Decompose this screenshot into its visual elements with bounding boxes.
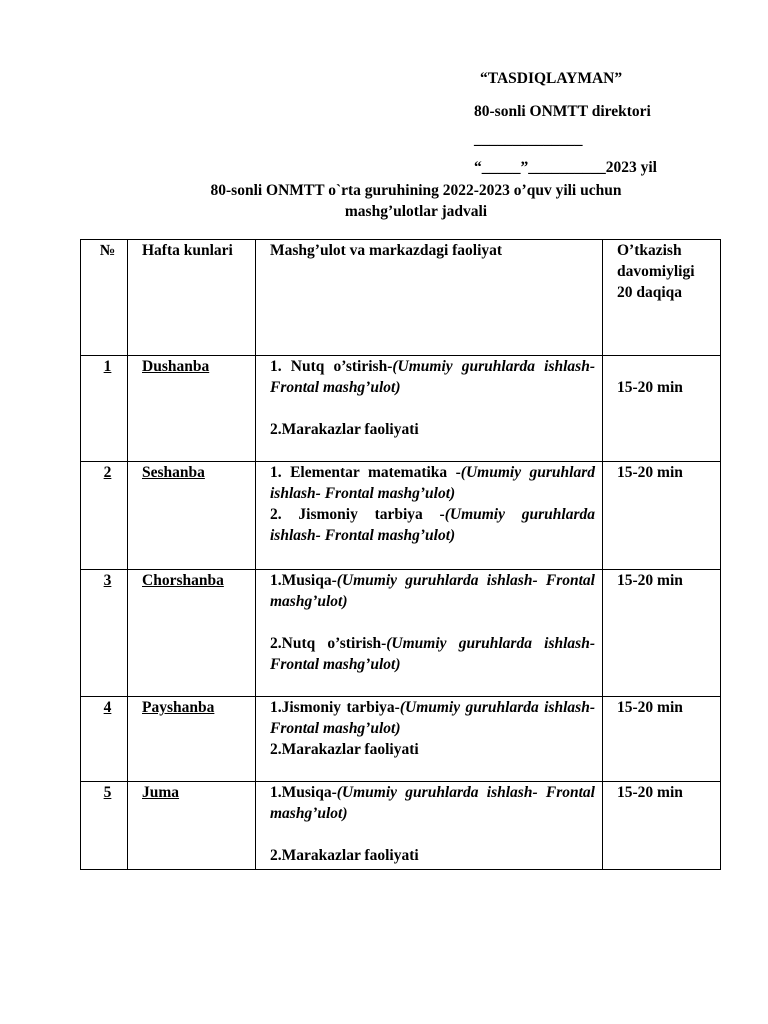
row-activity (256, 356, 603, 462)
header-num: № (81, 240, 128, 356)
row-duration: 15-20 min (617, 699, 683, 716)
row-duration: 15-20 min (617, 379, 683, 396)
row-activity (256, 782, 603, 870)
row-day: Dushanba (142, 358, 210, 375)
row-day: Payshanba (142, 699, 215, 716)
activity-item: 1.Musiqa-(Umumiy guruhlarda ishlash- Frontal mashg’ulot) (270, 784, 595, 822)
schedule-table (80, 239, 721, 870)
activity-item: 1.Musiqa-(Umumiy guruhlarda ishlash- Frontal mashg’ulot) (270, 572, 595, 610)
row-activity (256, 697, 603, 782)
row-number: 5 (103, 784, 112, 801)
row-activity (256, 462, 603, 570)
activity-item: 2.Marakazlar faoliyati (270, 847, 419, 864)
table-row (81, 570, 721, 697)
table-header-row (81, 240, 721, 356)
row-duration: 15-20 min (617, 572, 683, 589)
row-day: Chorshanba (142, 572, 224, 589)
document-title-line1: 80-sonli ONMTT o`rta guruhining 2022-2023 o’quv yili uchun (210, 182, 622, 199)
header-duration: O’tkazish davomiyligi 20 daqiqa (603, 240, 721, 356)
row-number: 4 (103, 699, 112, 716)
activity-item: 2.Nutq o’stirish-(Umumiy guruhlarda ishlash- Frontal mashg’ulot) (270, 635, 595, 673)
approval-block (474, 68, 734, 185)
date-line: “_____”__________2023 yil (474, 159, 657, 176)
table-row (81, 356, 721, 462)
document-title (80, 180, 752, 222)
header-activity: Mashg’ulot va markazdagi faoliyat (256, 240, 603, 356)
row-duration: 15-20 min (617, 784, 683, 801)
activity-item: 2.Marakazlar faoliyati (270, 421, 419, 438)
table-row (81, 697, 721, 782)
header-day: Hafta kunlari (128, 240, 256, 356)
table-row (81, 782, 721, 870)
row-day: Juma (142, 784, 180, 801)
activity-item: 1. Nutq o’stirish-(Umumiy guruhlarda ishlash- Frontal mashg’ulot) (270, 358, 595, 396)
activity-item: 1. Elementar matematika -(Umumiy guruhlard ishlash- Frontal mashg’ulot) (270, 464, 596, 502)
row-duration: 15-20 min (617, 464, 683, 481)
row-day: Seshanba (142, 464, 205, 481)
document-title-line2: mashg’ulotlar jadvali (344, 203, 488, 220)
approval-position: 80-sonli ONMTT direktori (474, 103, 651, 120)
row-activity (256, 570, 603, 697)
activity-item: 1.Jismoniy tarbiya-(Umumiy guruhlarda ishlash- Frontal mashg’ulot) (270, 699, 595, 737)
approval-title: “TASDIQLAYMAN” (480, 70, 623, 87)
row-number: 2 (103, 464, 112, 481)
activity-item: 2.Marakazlar faoliyati (270, 741, 419, 758)
activity-item: 2. Jismoniy tarbiya -(Umumiy guruhlarda ishlash- Frontal mashg’ulot) (270, 506, 595, 544)
table-row (81, 462, 721, 570)
row-number: 1 (103, 358, 112, 375)
signature-line: ______________ (474, 131, 583, 148)
row-number: 3 (103, 572, 112, 589)
